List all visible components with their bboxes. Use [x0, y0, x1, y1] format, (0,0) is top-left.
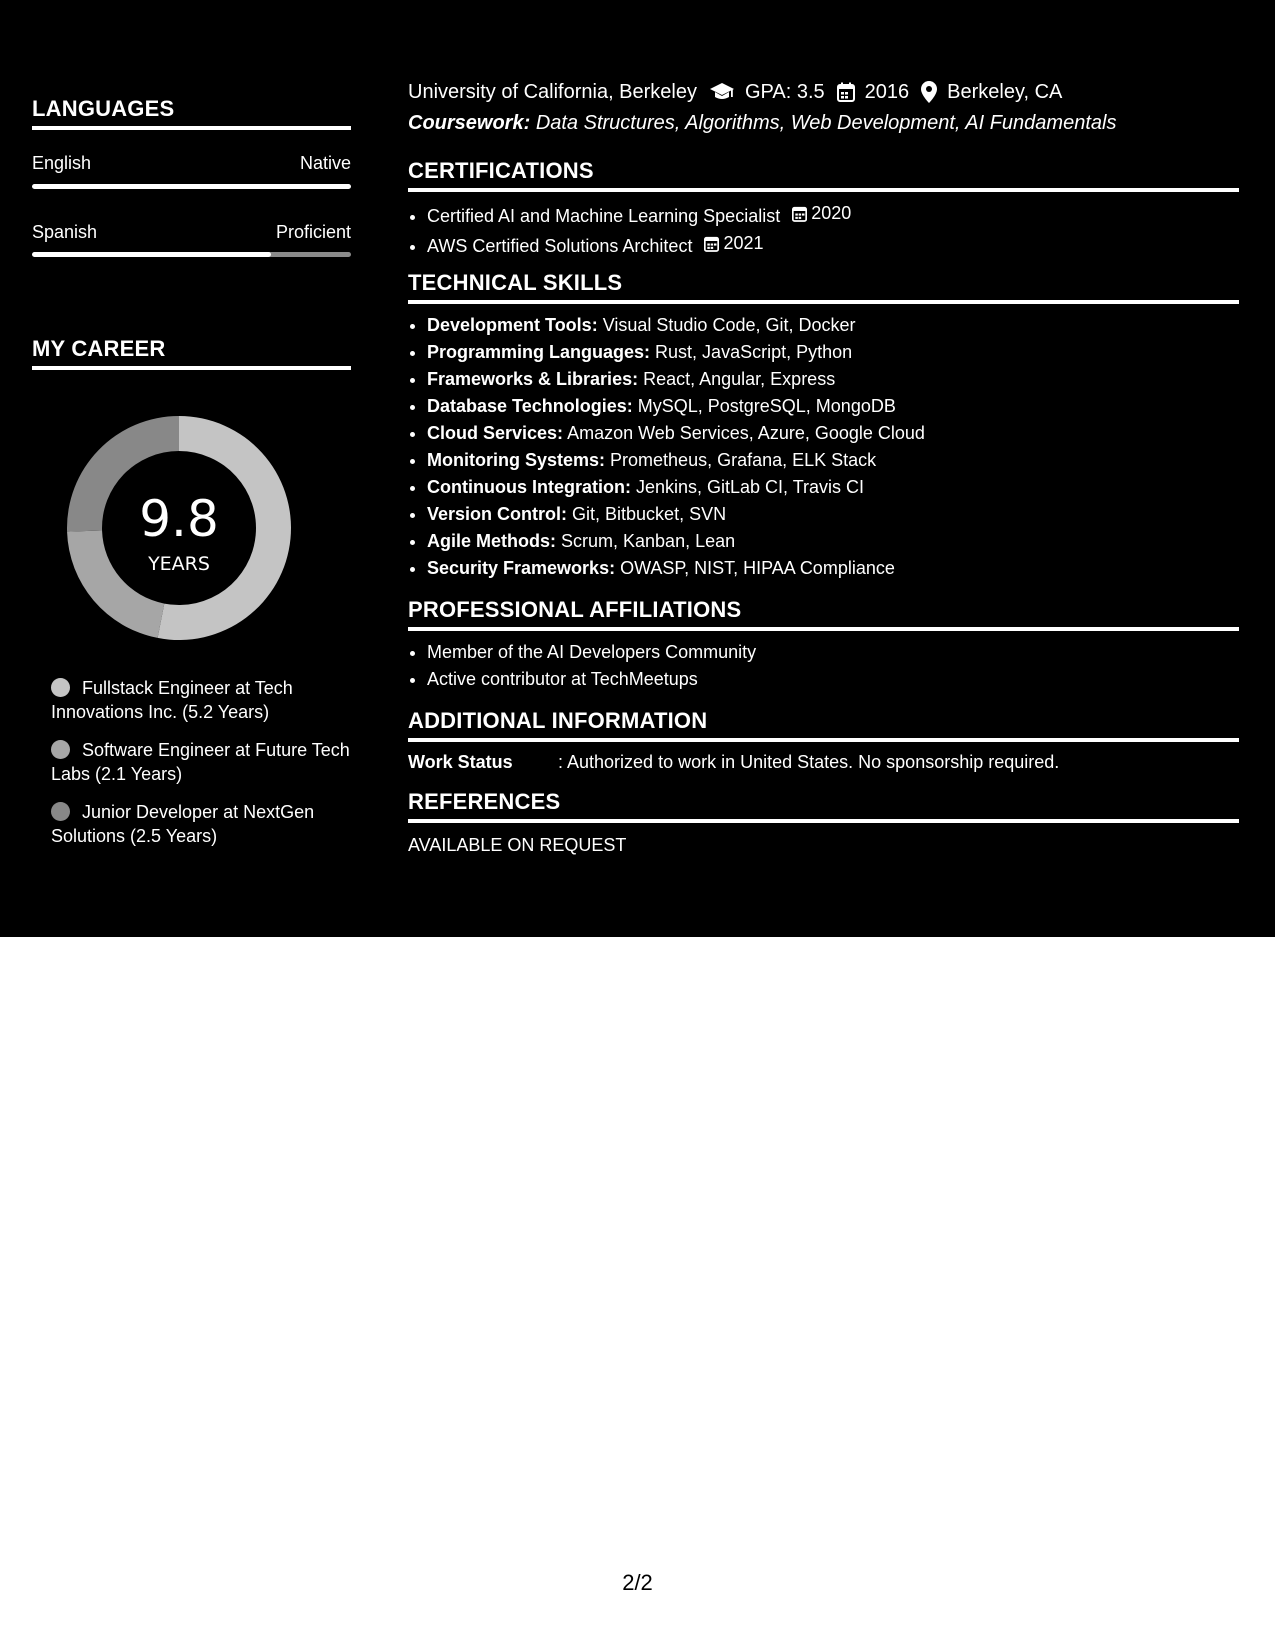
- skill-value: Rust, JavaScript, Python: [655, 342, 853, 362]
- graduation-cap-icon: [709, 82, 735, 102]
- career-donut-chart: [66, 415, 292, 641]
- list-item: [427, 366, 1239, 393]
- skill-label: Database Technologies:: [427, 396, 633, 416]
- skill-value: Amazon Web Services, Azure, Google Cloud: [567, 423, 925, 443]
- career-legend-label: Software Engineer at Future Tech Labs (2.1 Years): [51, 740, 350, 784]
- legend-dot-icon: [51, 678, 70, 697]
- certifications-title: CERTIFICATIONS: [408, 158, 1239, 192]
- skill-label: Development Tools:: [427, 315, 598, 335]
- map-pin-icon: [921, 81, 937, 103]
- language-bar-english: [32, 184, 351, 189]
- skill-value: Prometheus, Grafana, ELK Stack: [610, 450, 877, 470]
- education-location: Berkeley, CA: [947, 81, 1063, 103]
- skill-label: Continuous Integration:: [427, 477, 631, 497]
- career-legend-label: Fullstack Engineer at Tech Innovations Inc. (5.2 Years): [51, 678, 293, 722]
- list-item: [427, 312, 1239, 339]
- certification-name: Certified AI and Machine Learning Specialist: [427, 206, 781, 226]
- calendar-icon: [792, 205, 807, 222]
- additional-section: [408, 708, 1239, 774]
- skill-label: Programming Languages:: [427, 342, 651, 362]
- affiliations-title: PROFESSIONAL AFFILIATIONS: [408, 597, 1239, 631]
- skill-value: Git, Bitbucket, SVN: [572, 504, 727, 524]
- calendar-icon: [837, 82, 855, 102]
- affiliations-section: [408, 597, 1239, 693]
- skill-value: OWASP, NIST, HIPAA Compliance: [620, 558, 895, 578]
- list-item: • Member of the AI Developers Community: [427, 639, 1239, 666]
- skill-value: Scrum, Kanban, Lean: [561, 531, 736, 551]
- list-item: [427, 230, 1239, 260]
- language-row-english: [32, 152, 351, 174]
- work-status-key: Work Status: [408, 752, 513, 772]
- languages-title: LANGUAGES: [32, 96, 351, 130]
- education-school: University of California, Berkeley: [408, 81, 697, 103]
- skill-label: Cloud Services:: [427, 423, 564, 443]
- list-item: [427, 501, 1239, 528]
- language-bar-spanish: [32, 252, 351, 257]
- work-status-value: : Authorized to work in United States. No sponsorship required.: [558, 752, 1060, 772]
- language-level: Native: [299, 153, 351, 173]
- career-legend-item: [51, 738, 351, 786]
- career-legend-item: [51, 676, 351, 724]
- certifications-list: [408, 200, 1239, 260]
- education-gpa: GPA: 3.5: [745, 81, 825, 103]
- career-legend-item: [51, 800, 351, 848]
- career-total-unit: YEARS: [148, 553, 210, 575]
- career-title: MY CAREER: [32, 336, 351, 370]
- language-row-spanish: [32, 221, 351, 243]
- skills-title: TECHNICAL SKILLS: [408, 270, 1239, 304]
- skill-value: Visual Studio Code, Git, Docker: [602, 315, 856, 335]
- skill-label: Version Control:: [427, 504, 568, 524]
- work-status-row: [408, 750, 1239, 774]
- education-line: [408, 79, 1062, 105]
- career-legend-label: Junior Developer at NextGen Solutions (2.5 Years): [51, 802, 315, 846]
- skill-value: Jenkins, GitLab CI, Travis CI: [635, 477, 865, 497]
- certification-name: AWS Certified Solutions Architect: [427, 236, 693, 256]
- legend-dot-icon: [51, 740, 70, 759]
- list-item: [427, 393, 1239, 420]
- affiliations-list: [408, 639, 1239, 693]
- certification-year: 2021: [723, 233, 764, 253]
- list-item: [427, 339, 1239, 366]
- list-item: [427, 555, 1239, 582]
- skills-list: [408, 312, 1239, 582]
- skill-label: Agile Methods:: [427, 531, 556, 551]
- education-year: 2016: [864, 81, 910, 103]
- legend-dot-icon: [51, 802, 70, 821]
- references-title: REFERENCES: [408, 789, 1239, 823]
- career-total-value: 9.8: [139, 490, 219, 548]
- certifications-section: [408, 158, 1239, 260]
- additional-title: ADDITIONAL INFORMATION: [408, 708, 1239, 742]
- skill-value: React, Angular, Express: [643, 369, 836, 389]
- language-level: Proficient: [275, 222, 351, 242]
- list-item: [427, 447, 1239, 474]
- list-item: • Active contributor at TechMeetups: [427, 666, 1239, 693]
- language-name: Spanish: [32, 222, 98, 242]
- coursework-value: Data Structures, Algorithms, Web Development, AI Fundamentals: [535, 112, 1117, 134]
- skill-value: MySQL, PostgreSQL, MongoDB: [637, 396, 896, 416]
- coursework-line: [408, 110, 1116, 136]
- references-section: [408, 789, 1239, 857]
- language-bar-fill: [32, 252, 271, 257]
- skill-label: Monitoring Systems:: [427, 450, 606, 470]
- list-item: [427, 474, 1239, 501]
- skills-section: [408, 270, 1239, 582]
- list-item: [427, 528, 1239, 555]
- certification-year: 2020: [811, 203, 852, 223]
- list-item: [427, 200, 1239, 230]
- list-item: [427, 420, 1239, 447]
- skill-label: Frameworks & Libraries:: [427, 369, 639, 389]
- skill-label: Security Frameworks:: [427, 558, 616, 578]
- language-bar-fill: [32, 184, 351, 189]
- coursework-label: Coursework:: [408, 112, 531, 134]
- page-number: 2/2: [622, 1570, 653, 1595]
- calendar-icon: [704, 235, 719, 252]
- references-text: AVAILABLE ON REQUEST: [408, 835, 627, 855]
- language-name: English: [32, 153, 92, 173]
